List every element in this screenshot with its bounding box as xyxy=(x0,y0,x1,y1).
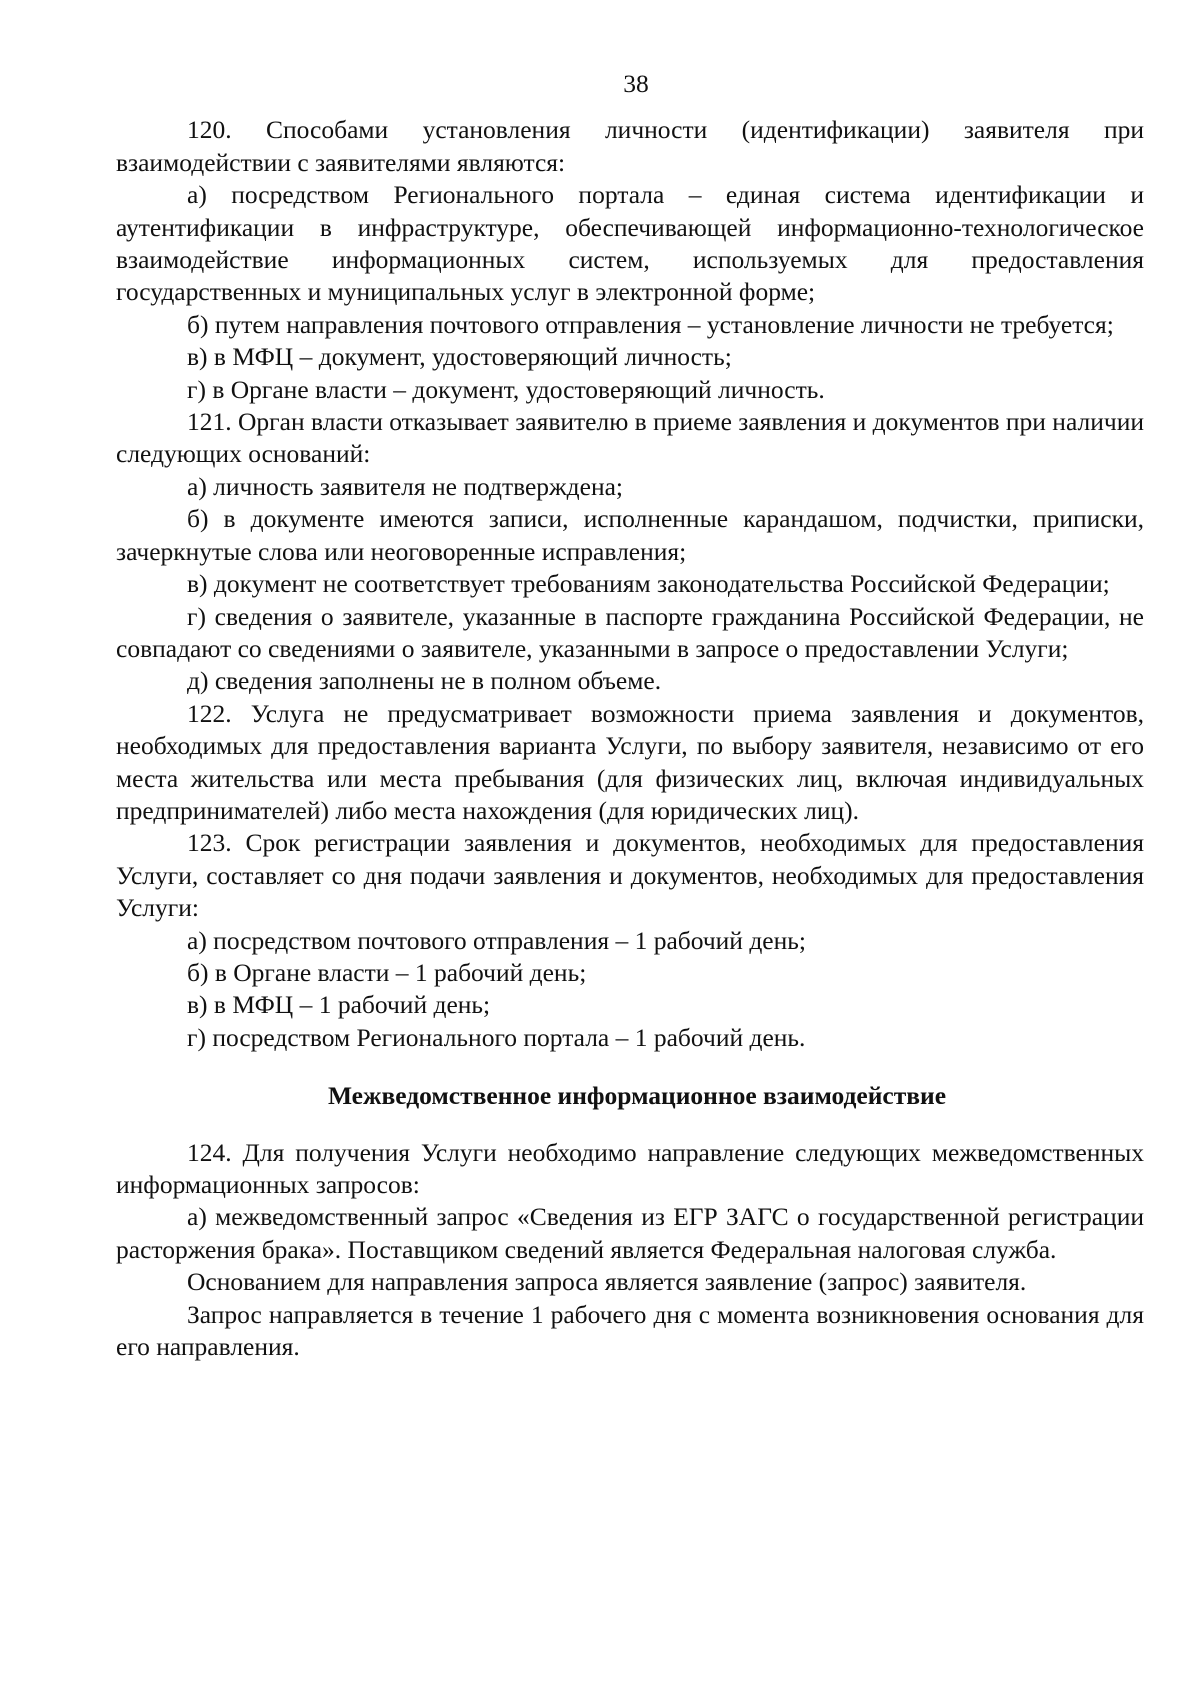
page-number: 38 xyxy=(623,69,649,98)
list-item: а) посредством почтового отправления – 1 рабочий день; xyxy=(187,925,806,955)
section-heading: Межведомственное информационное взаимодействие xyxy=(327,1081,947,1111)
list-item: а) личность заявителя не подтверждена; xyxy=(187,471,624,501)
paragraph-121: 121. Орган власти отказывает заявителю в приеме заявления и документов при наличии следующих оснований: xyxy=(116,407,1144,469)
list-item: а) межведомственный запрос «Сведения из ЕГР ЗАГС о государственной регистрации расторжения брака». Поставщиком сведений является Федеральная налоговая служба. xyxy=(116,1202,1144,1264)
list-item: а) посредством Регионального портала – единая система идентификации и аутентификации в инфраструктуре, обеспечивающей информационно-технологическое взаимодействие информационных систем, используемых для предоставления государственных и муниципальных услуг в электронной форме; xyxy=(116,180,1144,307)
list-item: в) в МФЦ – документ, удостоверяющий личность; xyxy=(187,342,732,372)
paragraph-124: 124. Для получения Услуги необходимо направление следующих межведомственных информационных запросов: xyxy=(116,1137,1144,1199)
list-item: в) в МФЦ – 1 рабочий день; xyxy=(187,990,491,1020)
paragraph-123: 123. Срок регистрации заявления и документов, необходимых для предоставления Услуги, составляет со дня подачи заявления и документов, необходимых для предоставления Услуги: xyxy=(116,828,1144,923)
list-item: б) в документе имеются записи, исполненные карандашом, подчистки, приписки, зачеркнутые слова или неоговоренные исправления; xyxy=(116,504,1144,566)
paragraph: Запрос направляется в течение 1 рабочего дня с момента возникновения основания для его направления. xyxy=(116,1299,1144,1362)
list-item: г) сведения о заявителе, указанные в паспорте гражданина Российской Федерации, не совпадают со сведениями о заявителе, указанными в запросе о предоставлении Услуги; xyxy=(116,601,1144,663)
list-item: г) посредством Регионального портала – 1 рабочий день. xyxy=(187,1022,806,1052)
paragraph-120: 120. Способами установления личности (идентификации) заявителя при взаимодействии с заявителями являются: xyxy=(116,115,1144,177)
list-item: г) в Органе власти – документ, удостоверяющий личность. xyxy=(187,374,825,404)
list-item: д) сведения заполнены не в полном объеме. xyxy=(187,666,662,696)
paragraph-122: 122. Услуга не предусматривает возможности приема заявления и документов, необходимых для предоставления варианта Услуги, по выбору заявителя, независимо от его места жительства или места пребывания (для физических лиц, включая индивидуальных предпринимателей) либо места нахождения (для юридических лиц). xyxy=(116,698,1144,825)
list-item: в) документ не соответствует требованиям законодательства Российской Федерации; xyxy=(187,569,1110,599)
paragraph: Основанием для направления запроса является заявление (запрос) заявителя. xyxy=(187,1267,1027,1297)
list-item: б) в Органе власти – 1 рабочий день; xyxy=(187,957,587,987)
list-item: б) путем направления почтового отправления – установление личности не требуется; xyxy=(187,309,1114,339)
